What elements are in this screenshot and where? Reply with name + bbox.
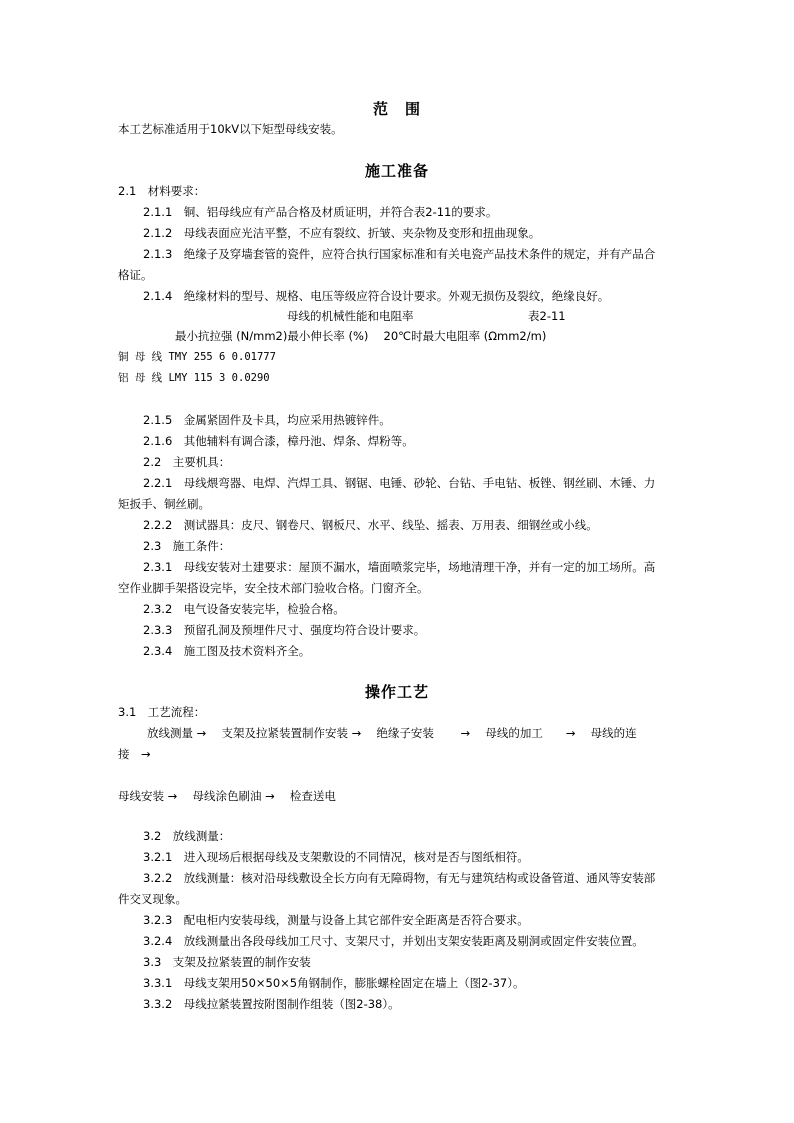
process-flow-line1: 放线测量 → 支架及拉紧装置制作安装 → 绝缘子安装 → 母线的加工 → 母线的连 <box>147 726 637 740</box>
process-flow-line2: 接 → <box>118 747 151 761</box>
item-2-1-6: 2.1.6 其他辅料有调合漆，樟丹池、焊条、焊粉等。 <box>143 434 414 448</box>
item-3-2-2-line2: 件交叉现象。 <box>118 892 187 906</box>
item-2-2-2: 2.2.2 测试器具：皮尺、钢卷尺、钢板尺、水平、线坠、摇表、万用表、细钢丝或小线。 <box>143 518 598 532</box>
item-2-1-2: 2.1.2 母线表面应光洁平整，不应有裂纹、折皱、夹杂物及变形和扭曲现象。 <box>143 226 541 240</box>
item-2-1-4: 2.1.4 绝缘材料的型号、规格、电压等级应符合设计要求。外观无损伤及裂纹，绝缘良好。 <box>143 289 610 303</box>
item-2-3-1-line1: 2.3.1 母线安装对土建要求：屋顶不漏水，墙面喷浆完毕，场地清理干净，并有一定的加工场所。高 <box>143 560 656 574</box>
item-2-1: 2.1 材料要求： <box>118 184 206 198</box>
table-title: 母线的机械性能和电阻率 <box>287 309 414 323</box>
item-2-2-1-line2: 矩扳手、铜丝刷。 <box>118 497 210 511</box>
scope-text: 本工艺标准适用于10kV以下矩型母线安装。 <box>118 122 343 136</box>
item-2-1-1: 2.1.1 铜、铝母线应有产品合格及材质证明，并符合表2-11的要求。 <box>143 205 498 219</box>
item-2-3-4: 2.3.4 施工图及技术资料齐全。 <box>143 644 311 658</box>
table-row-aluminum: 铝 母 线 LMY 115 3 0.0290 <box>118 372 270 384</box>
item-3-3: 3.3 支架及拉紧装置的制作安装 <box>143 955 311 969</box>
table-row-copper: 铜 母 线 TMY 255 6 0.01777 <box>118 351 276 363</box>
prep-heading: 施工准备 <box>364 162 429 180</box>
table-header: 最小抗拉强 (N/mm2)最小伸长率 (%) 20℃时最大电阻率 (Ωmm2/m) <box>175 329 547 343</box>
item-2-1-3-line2: 格证。 <box>118 268 153 282</box>
item-2-3-3: 2.3.3 预留孔洞及预埋件尺寸、强度均符合设计要求。 <box>143 623 426 637</box>
item-3-2-4: 3.2.4 放线测量出各段母线加工尺寸、支架尺寸，并划出支架安装距离及剔洞或固定件安装位置。 <box>143 934 644 948</box>
item-2-1-5: 2.1.5 金属紧固件及卡具，均应采用热镀锌件。 <box>143 413 391 427</box>
item-3-2: 3.2 放线测量： <box>143 829 231 843</box>
item-2-3: 2.3 施工条件： <box>143 539 231 553</box>
item-2-2-1-line1: 2.2.1 母线煨弯器、电焊、汽焊工具、钢锯、电锤、砂轮、台钻、手电钻、板锉、钢丝刷、木锤、力 <box>143 476 656 490</box>
item-3-3-2: 3.3.2 母线拉紧装置按附图制作组装（图2-38）。 <box>143 997 400 1011</box>
process-flow-line3: 母线安装 → 母线涂色刷油 → 检查送电 <box>118 789 336 803</box>
item-3-2-2-line1: 3.2.2 放线测量：核对沿母线敷设全长方向有无障碍物，有无与建筑结构或设备管道、通风等安装部 <box>143 871 656 885</box>
item-3-3-1: 3.3.1 母线支架用50×50×5角钢制作，膨胀螺栓固定在墙上（图2-37）。 <box>143 976 525 990</box>
ops-heading: 操作工艺 <box>364 683 429 701</box>
item-2-2: 2.2 主要机具： <box>143 455 231 469</box>
item-2-1-3-line1: 2.1.3 绝缘子及穿墙套管的瓷件，应符合执行国家标准和有关电瓷产品技术条件的规定，并有产品合 <box>143 247 656 261</box>
table-number: 表2-11 <box>528 309 566 323</box>
item-3-2-1: 3.2.1 进入现场后根据母线及支架敷设的不同情况，核对是否与图纸相符。 <box>143 850 529 864</box>
item-3-2-3: 3.2.3 配电柜内安装母线，测量与设备上其它部件安全距离是否符合要求。 <box>143 913 529 927</box>
item-2-3-1-line2: 空作业脚手架搭设完毕，安全技术部门验收合格。门窗齐全。 <box>118 581 429 595</box>
item-3-1: 3.1 工艺流程： <box>118 705 206 719</box>
scope-heading: 范 围 <box>372 100 421 118</box>
item-2-3-2: 2.3.2 电气设备安装完毕，检验合格。 <box>143 602 345 616</box>
